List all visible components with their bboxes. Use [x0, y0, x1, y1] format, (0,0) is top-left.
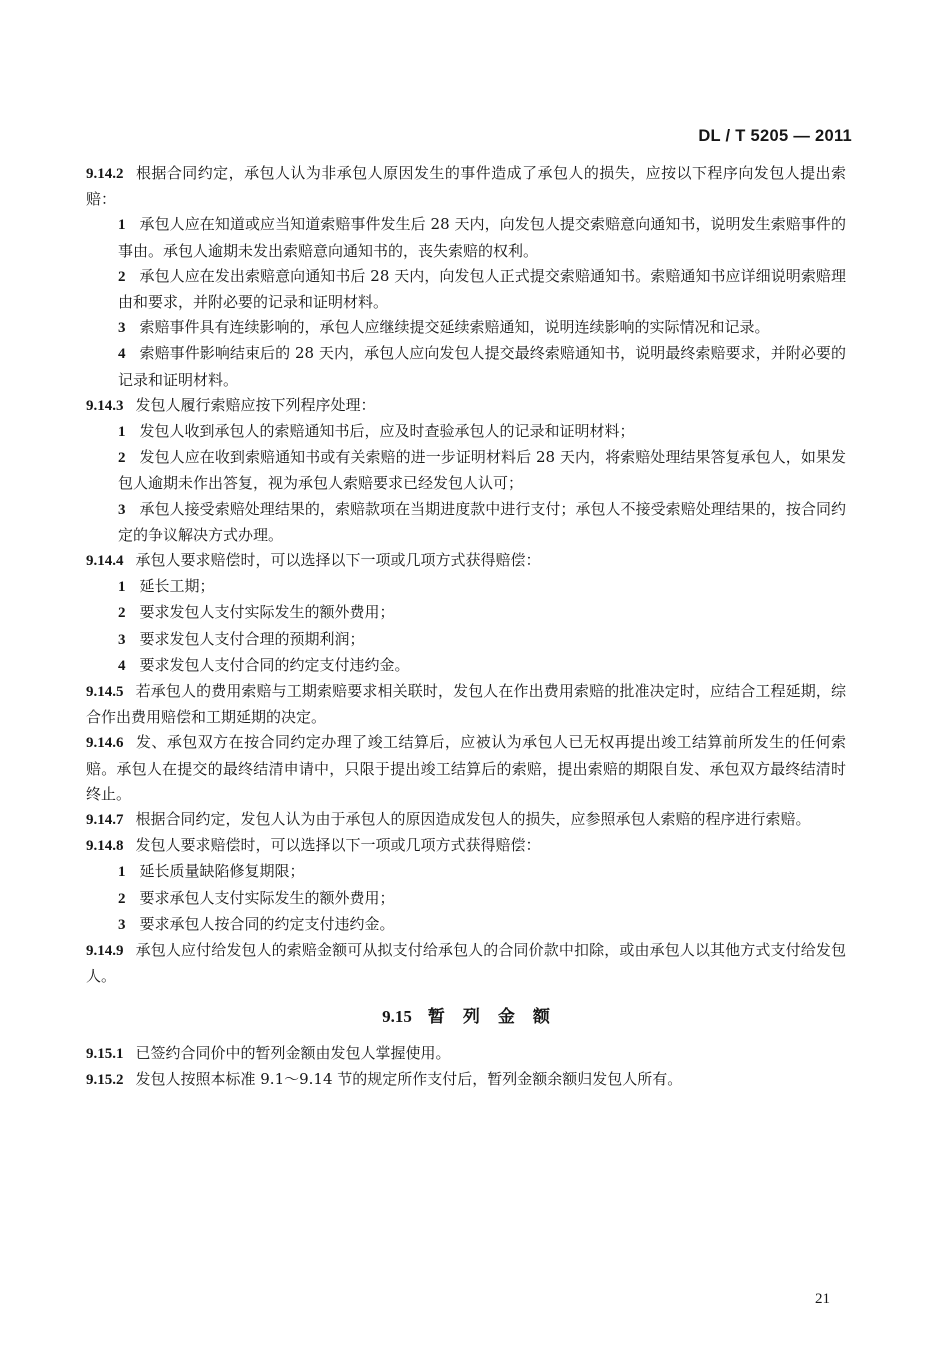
clause-9-14-8 [86, 833, 846, 859]
clause-9-15-2 [86, 1067, 846, 1093]
clause-9-14-7 [86, 807, 846, 833]
item-number: 1 [118, 217, 126, 234]
page-number: 21 [815, 1291, 830, 1307]
item-text: 发包人收到承包人的索赔通知书后，应及时查验承包人的记录和证明材料； [139, 422, 635, 441]
clause-number: 9.15.1 [86, 1045, 124, 1062]
list-item [86, 341, 846, 392]
list-item [86, 212, 846, 263]
clause-9-14-5 [86, 679, 846, 730]
item-text: 索赔事件具有连续影响的，承包人应继续提交延续索赔通知，说明连续影响的实际情况和记录。 [139, 318, 770, 337]
item-text: 要求承包人支付实际发生的额外费用； [139, 888, 395, 907]
item-text: 延长工期； [139, 577, 215, 596]
clause-text: 已签约合同价中的暂列金额由发包人掌握使用。 [135, 1043, 451, 1062]
clause-9-14-2 [86, 161, 846, 212]
list-item [86, 445, 846, 496]
item-text: 承包人应在知道或应当知道索赔事件发生后 28 天内，向发包人提交索赔意向通知书，说明发生索赔事件的事由。承包人逾期未发出索赔意向通知书的，丧失索赔的权利。 [118, 215, 846, 260]
clause-text: 承包人应付给发包人的索赔金额可从拟支付给承包人的合同价款中扣除，或由承包人以其他方式支付给发包人。 [86, 941, 846, 986]
list-item [86, 497, 846, 548]
item-text: 要求承包人按合同的约定支付违约金。 [139, 914, 395, 933]
clause-number: 9.14.3 [86, 397, 124, 414]
clause-number: 9.14.6 [86, 735, 124, 752]
item-text: 索赔事件影响结束后的 28 天内，承包人应向发包人提交最终索赔通知书，说明最终索赔要求，并附必要的记录和证明材料。 [118, 344, 846, 389]
list-item [86, 859, 846, 885]
clause-text: 根据合同约定，承包人认为非承包人原因发生的事件造成了承包人的损失，应按以下程序向发包人提出索赔： [86, 164, 846, 209]
clause-9-14-3 [86, 393, 846, 419]
list-item [86, 574, 846, 600]
clause-text: 若承包人的费用索赔与工期索赔要求相关联时，发包人在作出费用索赔的批准决定时，应结合工程延期，综合作出费用赔偿和工期延期的决定。 [86, 682, 846, 727]
item-number: 4 [118, 346, 126, 363]
item-number: 1 [118, 424, 126, 441]
item-text: 发包人应在收到索赔通知书或有关索赔的进一步证明材料后 28 天内，将索赔处理结果答复承包人，如果发包人逾期未作出答复，视为承包人索赔要求已经发包人认可； [118, 448, 846, 493]
clause-text: 发包人要求赔偿时，可以选择以下一项或几项方式获得赔偿： [135, 836, 541, 855]
item-number: 3 [118, 501, 126, 518]
clause-text: 发包人履行索赔应按下列程序处理： [135, 395, 376, 414]
section-title-text: 暂列金额 [427, 1006, 568, 1027]
clause-text: 承包人要求赔偿时，可以选择以下一项或几项方式获得赔偿： [135, 551, 541, 570]
section-heading [86, 1004, 846, 1030]
item-number: 2 [118, 450, 126, 467]
clause-number: 9.14.8 [86, 838, 124, 855]
clause-number: 9.14.7 [86, 812, 124, 829]
item-number: 3 [118, 631, 126, 648]
item-text: 承包人应在发出索赔意向通知书后 28 天内，向发包人正式提交索赔通知书。索赔通知书应详细说明索赔理由和要求，并附必要的记录和证明材料。 [118, 266, 846, 312]
list-item [86, 600, 846, 626]
clause-number: 9.14.2 [86, 166, 124, 182]
document-body [86, 161, 846, 1093]
list-item [86, 653, 846, 679]
list-item [86, 886, 846, 912]
item-text: 要求发包人支付实际发生的额外费用； [139, 603, 395, 622]
item-number: 2 [118, 268, 126, 285]
item-number: 2 [118, 890, 126, 907]
clause-text: 发包人按照本标准 9.1～9.14 节的规定所作支付后，暂列金额余额归发包人所有。 [135, 1069, 683, 1088]
clause-number: 9.14.4 [86, 553, 124, 570]
item-text: 要求发包人支付合理的预期利润； [139, 629, 365, 648]
clause-9-14-6 [86, 730, 846, 807]
clause-number: 9.14.9 [86, 943, 124, 960]
clause-text: 发、承包双方在按合同约定办理了竣工结算后，应被认为承包人已无权再提出竣工结算前所发生的任何索赔。承包人在提交的最终结清申请中，只限于提出竣工结算后的索赔，提出索赔的期限自发、承包双方最终结清时终止。 [86, 733, 846, 803]
item-number: 1 [118, 579, 126, 596]
clause-number: 9.14.5 [86, 684, 124, 701]
item-number: 3 [118, 320, 126, 337]
section-number: 9.15 [382, 1006, 412, 1026]
item-number: 4 [118, 657, 126, 674]
clause-text: 根据合同约定，发包人认为由于承包人的原因造成发包人的损失，应参照承包人索赔的程序进行索赔。 [135, 810, 811, 829]
list-item [86, 627, 846, 653]
item-number: 3 [118, 916, 126, 933]
list-item [86, 264, 846, 315]
clause-9-14-4 [86, 548, 846, 574]
standard-code-header: DL / T 5205 — 2011 [698, 127, 852, 145]
item-text: 要求发包人支付合同的约定支付违约金。 [139, 655, 410, 674]
list-item [86, 419, 846, 445]
item-text: 承包人接受索赔处理结果的，索赔款项在当期进度款中进行支付；承包人不接受索赔处理结果的，按合同约定的争议解决方式办理。 [118, 499, 846, 544]
item-number: 2 [118, 605, 126, 622]
item-number: 1 [118, 864, 126, 881]
list-item [86, 912, 846, 938]
clause-9-14-9 [86, 938, 846, 989]
list-item [86, 315, 846, 341]
clause-number: 9.15.2 [86, 1071, 124, 1088]
item-text: 延长质量缺陷修复期限； [139, 862, 305, 881]
clause-9-15-1 [86, 1041, 846, 1067]
